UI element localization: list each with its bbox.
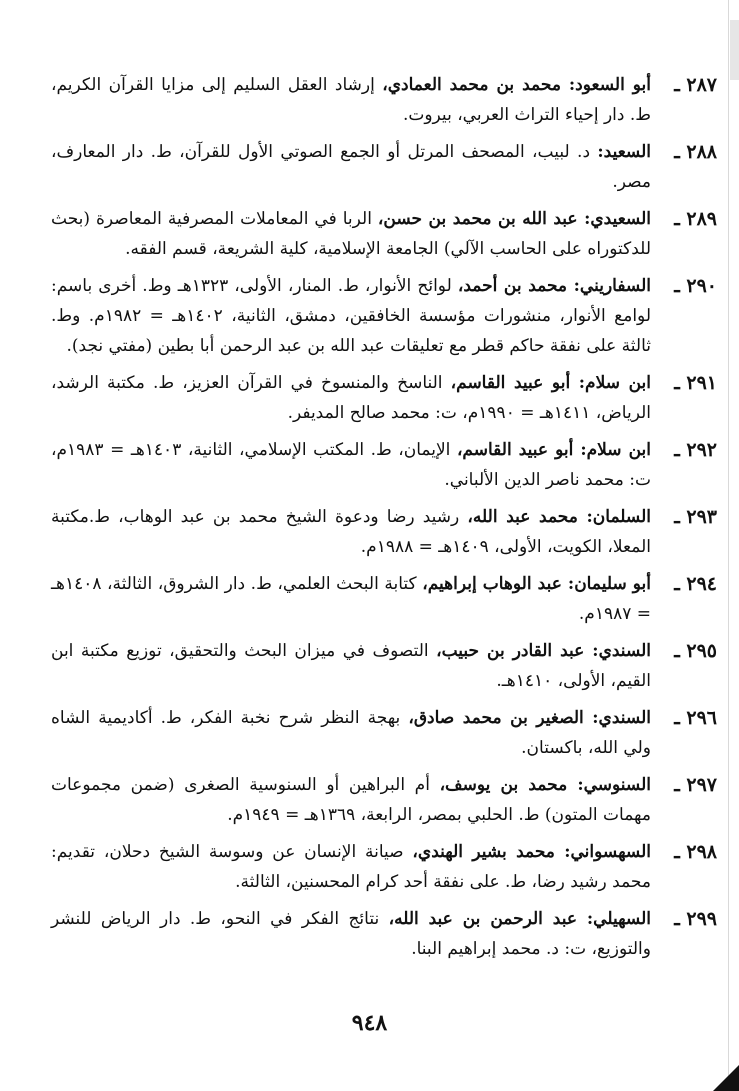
entry-author: السندي: الصغير بن محمد صادق، xyxy=(408,708,651,728)
entry-author: السعيدي: عبد الله بن محمد بن حسن، xyxy=(377,209,651,229)
bibliography-entry xyxy=(51,636,717,696)
entry-number: ٢٩٧ ـ xyxy=(674,774,717,796)
page-corner-mark xyxy=(713,1065,739,1091)
entry-details: كتابة البحث العلمي، ط. دار الشروق، الثالثة، ١٤٠٨هـ = ١٩٨٧م. xyxy=(51,574,651,624)
entry-details: الربا في المعاملات المصرفية المعاصرة (بحث للدكتوراه على الحاسب الآلي) الجامعة الإسلامية، كلية الشريعة، قسم الفقه. xyxy=(51,209,651,259)
bibliography-entry xyxy=(51,70,717,130)
entry-number: ٢٩٥ ـ xyxy=(674,640,717,662)
entry-details: نتائج الفكر في النحو، ط. دار الرياض للنشر والتوزيع، ت: د. محمد إبراهيم البنا. xyxy=(51,909,651,959)
entry-author: أبو سليمان: عبد الوهاب إبراهيم، xyxy=(422,574,652,594)
bibliography-entry xyxy=(51,271,717,361)
entry-details: إرشاد العقل السليم إلى مزايا القرآن الكريم، ط. دار إحياء التراث العربي، بيروت. xyxy=(51,75,651,125)
entry-number: ٢٨٧ ـ xyxy=(674,74,717,96)
entry-author: السندي: عبد القادر بن حبيب، xyxy=(436,641,652,661)
entry-author: السنوسي: محمد بن يوسف، xyxy=(439,775,651,795)
entry-number: ٢٩٢ ـ xyxy=(674,439,717,461)
entry-details: الإيمان، ط. المكتب الإسلامي، الثانية، ١٤٠٣هـ = ١٩٨٣م، ت: محمد ناصر الدين الألباني. xyxy=(51,440,651,490)
entry-number: ٢٩٩ ـ xyxy=(674,908,717,930)
entry-details: بهجة النظر شرح نخبة الفكر، ط. أكاديمية الشاه ولي الله، باكستان. xyxy=(51,708,651,758)
entry-number: ٢٩١ ـ xyxy=(674,372,717,394)
entry-details: لوائح الأنوار، ط. المنار، الأولى، ١٣٢٣هـ وط. أخرى باسم: لوامع الأنوار، منشورات مؤسسة الخافقين، دمشق، الثانية، ١٤٠٢هـ = ١٩٨٢م. وط. ثالثة على نفقة حاكم قطر مع تعليقات عبد الله بن عبد الرحمن أبا بطين (مفتي نجد). xyxy=(51,276,651,356)
page-edge-tab xyxy=(730,20,739,80)
bibliography-entry xyxy=(51,435,717,495)
entry-author: ابن سلام: أبو عبيد القاسم، xyxy=(450,373,651,393)
bibliography-entry xyxy=(51,368,717,428)
entry-number: ٢٨٩ ـ xyxy=(674,208,717,230)
entry-author: السفاريني: محمد بن أحمد، xyxy=(457,276,652,296)
bibliography-entry xyxy=(51,569,717,629)
page-number: ٩٤٨ xyxy=(351,1010,388,1036)
entry-number: ٢٩٦ ـ xyxy=(674,707,717,729)
entry-author: السعيد: xyxy=(597,142,651,162)
entry-author: السهسواني: محمد بشير الهندي، xyxy=(412,842,651,862)
bibliography-entry xyxy=(51,204,717,264)
bibliography-list xyxy=(51,70,717,971)
bibliography-entry xyxy=(51,904,717,964)
entry-details: رشيد رضا ودعوة الشيخ محمد بن عبد الوهاب، ط.مكتبة المعلا، الكويت، الأولى، ١٤٠٩هـ = ١٩٨٨م. xyxy=(51,507,651,557)
entry-author: السلمان: محمد عبد الله، xyxy=(467,507,651,527)
bibliography-entry xyxy=(51,137,717,197)
entry-details: التصوف في ميزان البحث والتحقيق، توزيع مكتبة ابن القيم، الأولى، ١٤١٠هـ. xyxy=(51,641,651,691)
entry-number: ٢٩٤ ـ xyxy=(674,573,717,595)
entry-author: السهيلي: عبد الرحمن بن عبد الله، xyxy=(388,909,651,929)
page-edge-line xyxy=(728,0,729,1091)
entry-number: ٢٩٨ ـ xyxy=(674,841,717,863)
entry-number: ٢٩٣ ـ xyxy=(674,506,717,528)
bibliography-entry xyxy=(51,837,717,897)
entry-number: ٢٩٠ ـ xyxy=(674,275,717,297)
entry-author: ابن سلام: أبو عبيد القاسم، xyxy=(456,440,651,460)
entry-author: أبو السعود: محمد بن محمد العمادي، xyxy=(382,75,651,95)
entry-details: د. لبيب، المصحف المرتل أو الجمع الصوتي الأول للقرآن، ط. دار المعارف، مصر. xyxy=(51,142,651,192)
entry-details: الناسخ والمنسوخ في القرآن العزيز، ط. مكتبة الرشد، الرياض، ١٤١١هـ = ١٩٩٠م، ت: محمد صالح المديفر. xyxy=(51,373,651,423)
entry-details: أم البراهين أو السنوسية الصغرى (ضمن مجموعات مهمات المتون) ط. الحلبي بمصر، الرابعة، ١٣٦٩هـ = ١٩٤٩م. xyxy=(51,775,651,825)
bibliography-entry xyxy=(51,502,717,562)
entry-number: ٢٨٨ ـ xyxy=(674,141,717,163)
bibliography-entry xyxy=(51,770,717,830)
entry-details: صيانة الإنسان عن وسوسة الشيخ دحلان، تقديم: محمد رشيد رضا، ط. على نفقة أحد كرام المحسنين، الثالثة. xyxy=(51,842,651,892)
bibliography-entry xyxy=(51,703,717,763)
